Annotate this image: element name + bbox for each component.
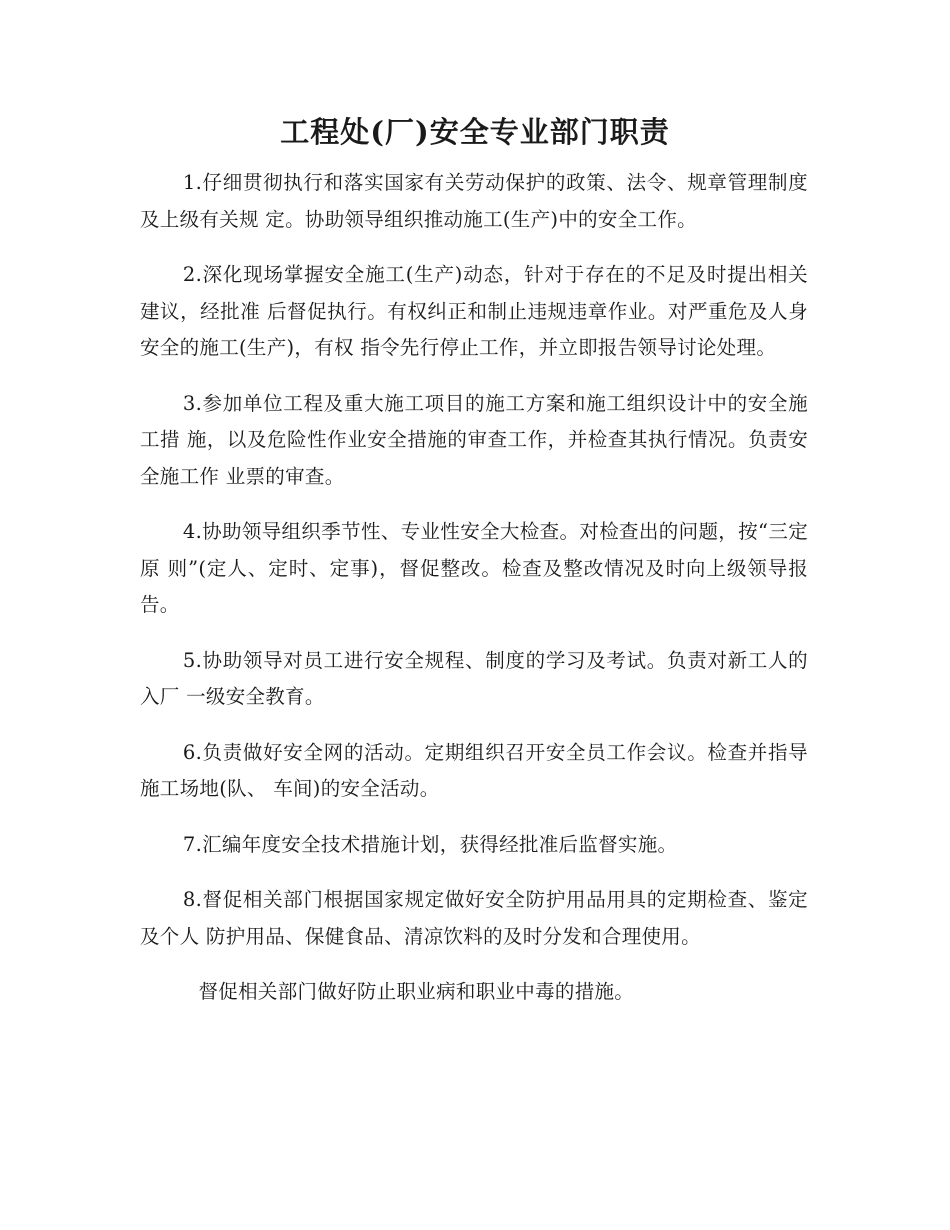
paragraph-5: 5.协助领导对员工进行安全规程、制度的学习及考试。负责对新工人的入厂 一级安全教育。 (140, 648, 808, 708)
paragraph-9: 督促相关部门做好防止职业病和职业中毒的措施。 (198, 980, 635, 1003)
paragraph-4: 4.协助领导组织季节性、专业性安全大检查。对检查出的问题，按“三定原 则”(定人、定时、定事)，督促整改。检查及整改情况及时向上级领导报告。 (140, 520, 808, 616)
page-title: 工程处(厂)安全专业部门职责 (280, 115, 670, 149)
paragraph-3: 3.参加单位工程及重大施工项目的施工方案和施工组织设计中的安全施工措 施，以及危险性作业安全措施的审查工作，并检查其执行情况。负责安全施工作 业票的审查。 (140, 391, 808, 488)
paragraph-7: 7.汇编年度安全技术措施计划，获得经批准后监督实施。 (182, 832, 678, 856)
paragraph-1: 1.仔细贯彻执行和落实国家有关劳动保护的政策、法令、规章管理制度及上级有关规 定。协助领导组织推动施工(生产)中的安全工作。 (140, 171, 808, 231)
document-body (140, 165, 808, 1030)
paragraph-8: 8.督促相关部门根据国家规定做好安全防护用品用具的定期检查、鉴定及个人 防护用品、保健食品、清凉饮料的及时分发和合理使用。 (140, 888, 808, 948)
paragraph-6: 6.负责做好安全网的活动。定期组织召开安全员工作会议。检查并指导施工场地(队、 车间)的安全活动。 (140, 740, 808, 800)
paragraph-2: 2.深化现场掌握安全施工(生产)动态，针对于存在的不足及时提出相关建议，经批准 后督促执行。有权纠正和制止违规违章作业。对严重危及人身安全的施工(生产)，有权 指令先行停止工作，并立即报告领导讨论处理。 (140, 263, 808, 359)
